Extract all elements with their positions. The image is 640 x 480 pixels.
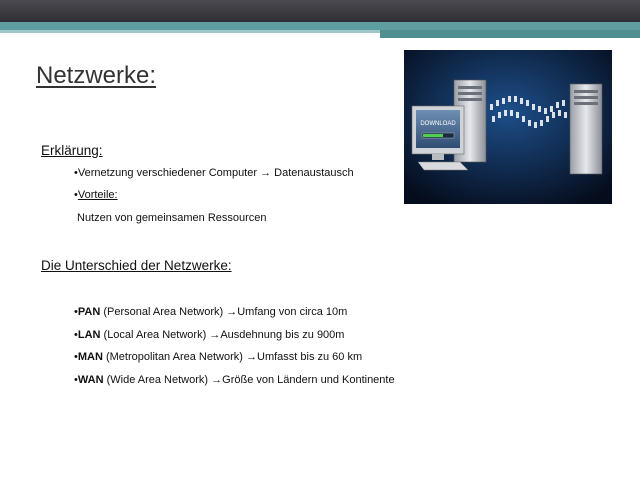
desc: (Metropolitan Area Network) [105, 351, 243, 363]
abbr: MAN [77, 351, 103, 363]
network-download-icon [404, 50, 612, 204]
top-bar [0, 0, 640, 22]
list-item-pan: •PAN (Personal Area Network) →Umfang von circa 10m [74, 306, 348, 318]
arrow-icon: → [260, 167, 272, 179]
arrow-icon: → [226, 306, 238, 318]
arrow-icon: → [246, 351, 257, 363]
list-item-lan: •LAN (Local Area Network) →Ausdehnung bis zu 900m [74, 329, 345, 341]
section-heading-erklaerung: Erklärung: [41, 143, 103, 158]
accent-bar-right [380, 30, 640, 38]
bullet-vernetzung: •Vernetzung verschiedener Computer → Datenaustausch [74, 167, 354, 179]
download-label: DOWNLOAD [420, 121, 456, 127]
section-heading-netzwerke: Die Unterschied der Netzwerke: [41, 258, 232, 273]
desc: (Personal Area Network) [103, 306, 224, 318]
sub-item-ressourcen: Nutzen von gemeinsamen Ressourcen [77, 212, 267, 224]
bullet-result: Datenaustausch [274, 167, 354, 179]
desc: (Local Area Network) [103, 329, 207, 341]
arrow-icon: → [209, 329, 221, 341]
detail: Größe von Ländern und Kontinente [222, 374, 395, 386]
arrow-icon: → [211, 374, 223, 386]
bullet-text: Vorteile: [77, 189, 118, 201]
abbr: PAN [77, 306, 101, 318]
desc: (Wide Area Network) [106, 374, 209, 386]
abbr: WAN [77, 374, 104, 386]
list-item-man: •MAN (Metropolitan Area Network) →Umfasst bis zu 60 km [74, 351, 363, 363]
accent-line [0, 30, 380, 33]
bullet-vorteile: •Vorteile: [74, 189, 118, 201]
accent-bar [0, 22, 640, 30]
slide-title: Netzwerke: [36, 62, 157, 89]
abbr: LAN [77, 329, 101, 341]
bullet-text: Vernetzung verschiedener Computer [77, 167, 258, 179]
detail: Umfasst bis zu 60 km [257, 351, 363, 363]
list-item-wan: •WAN (Wide Area Network) →Größe von Ländern und Kontinente [74, 374, 395, 386]
detail: Ausdehnung bis zu 900m [220, 329, 345, 341]
detail: Umfang von circa 10m [237, 306, 348, 318]
network-illustration [404, 50, 612, 204]
